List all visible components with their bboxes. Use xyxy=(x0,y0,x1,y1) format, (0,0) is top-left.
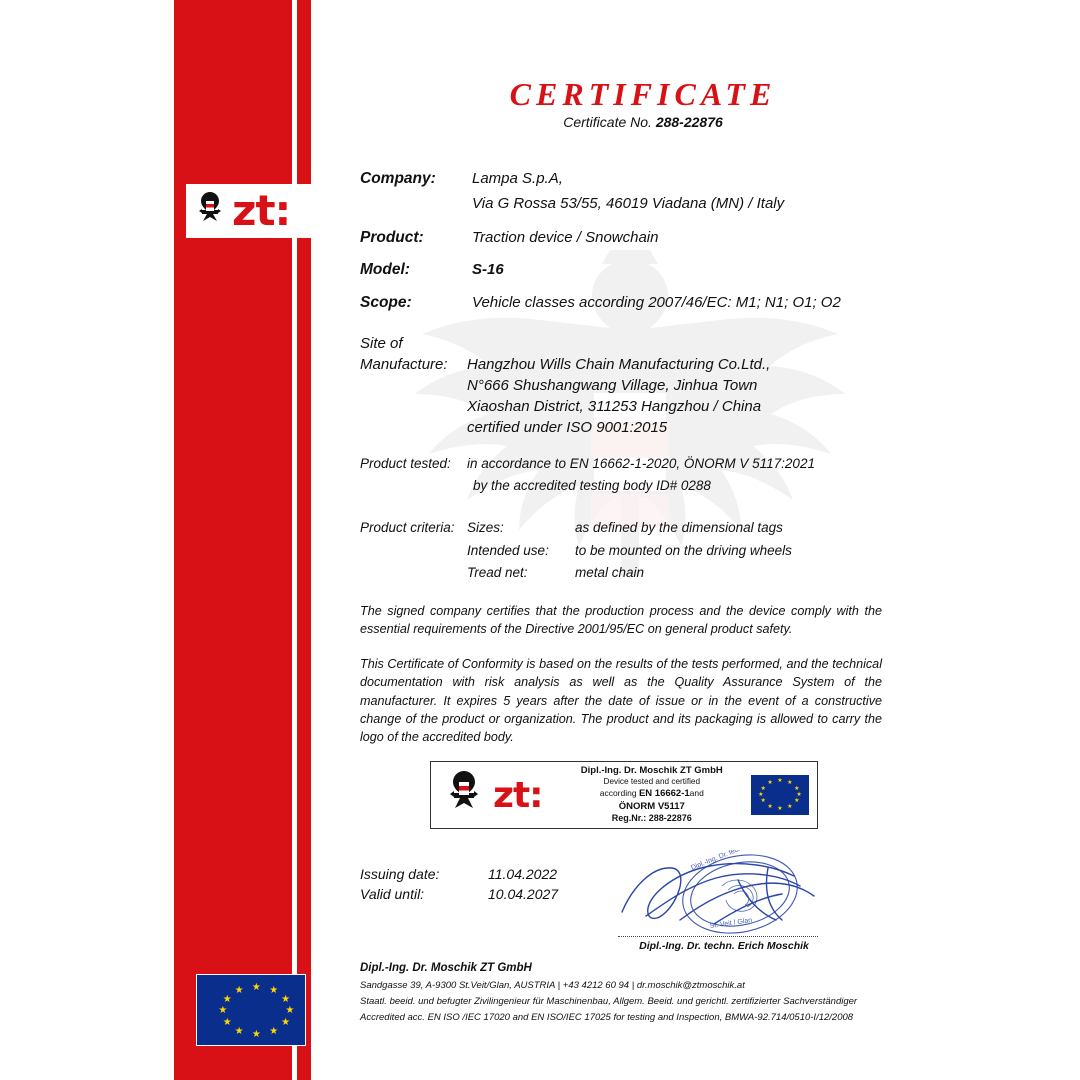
criteria-name-2: Tread net: xyxy=(467,565,528,580)
company-label: Company: xyxy=(360,170,436,187)
seal-line-5: Reg.Nr.: 288-22876 xyxy=(611,813,692,824)
site-line4: certified under ISO 9001:2015 xyxy=(467,419,668,436)
valid-until-label: Valid until: xyxy=(360,886,425,902)
footer-qualification: Staatl. beeid. und befugter Zivilingenieur für Maschinenbau, Allgem. Beeid. und gerichtl. zertifizierter Sachverständiger xyxy=(360,996,858,1007)
seal-line-1: Dipl.-Ing. Dr. Moschik ZT GmbH xyxy=(580,764,723,776)
zt-wordmark: zt: xyxy=(232,186,291,235)
zt-seal-wordmark: zt: xyxy=(493,774,543,816)
scope-value: Vehicle classes according 2007/46/EC: M1; N1; O1; O2 xyxy=(472,294,841,311)
certificate-number-label: Certificate No. xyxy=(563,114,652,130)
product-label: Product: xyxy=(360,229,424,246)
site-line2: N°666 Shushangwang Village, Jinhua Town xyxy=(467,377,758,394)
austrian-eagle-icon xyxy=(190,189,230,233)
criteria-value-2: metal chain xyxy=(575,565,645,580)
svg-text:St. Veit / Glan: St. Veit / Glan xyxy=(709,917,753,930)
product-tested-line2: by the accredited testing body ID# 0288 xyxy=(473,478,711,493)
site-label-line2: Manufacture: xyxy=(360,356,448,373)
certificate-number-value: 288-22876 xyxy=(655,114,723,130)
issuing-date-label: Issuing date: xyxy=(360,866,440,882)
criteria-name-1: Intended use: xyxy=(467,543,549,558)
compliance-paragraph: The signed company certifies that the production process and the device comply with the essential requirements of the Directive 2001/95/EC on general product safety. xyxy=(360,604,882,637)
accreditation-seal xyxy=(430,761,818,829)
signature-graphic xyxy=(618,850,828,950)
company-value-line1: Lampa S.p.A, xyxy=(472,170,563,187)
issuing-date-value: 11.04.2022 xyxy=(488,866,558,882)
conformity-paragraph: This Certificate of Conformity is based on the results of the tests performed, and the technical documentation with risk analysis as well as the Quality Assurance System of the manufacturer. It expires 5 years after the date of issue or in the event of a constructive change of the product or organization. The product and its packaging is allowed to carry the logo of the accredited body. xyxy=(360,657,882,744)
certificate-body xyxy=(330,0,950,1080)
footer-company: Dipl.-Ing. Dr. Moschik ZT GmbH xyxy=(360,962,532,974)
signature-line xyxy=(618,936,818,937)
eu-flag xyxy=(196,974,306,1046)
site-label-line1: Site of xyxy=(360,335,403,352)
page-title: CERTIFICATE xyxy=(509,76,777,112)
valid-until-value: 10.04.2027 xyxy=(488,886,559,902)
company-value-line2: Via G Rossa 53/55, 46019 Viadana (MN) / Italy xyxy=(472,195,785,212)
eu-flag-seal: ★ ★ ★ ★ ★ ★ ★ ★ ★ ★ ★ ★ xyxy=(751,775,809,815)
seal-line-2: Device tested and certified xyxy=(603,777,701,787)
seal-text-block xyxy=(553,765,751,825)
seal-line-3-prefix: according xyxy=(599,788,637,799)
footer-accreditation: Accredited acc. EN ISO /IEC 17020 and EN ISO/IEC 17025 for testing and Inspection, BMWA-92.714/0510-I/12/2008 xyxy=(360,1012,854,1023)
product-value: Traction device / Snowchain xyxy=(472,229,659,246)
criteria-value-0: as defined by the dimensional tags xyxy=(575,520,783,535)
criteria-name-0: Sizes: xyxy=(467,520,504,535)
zt-logo-badge xyxy=(186,184,316,238)
seal-line-3 xyxy=(553,788,751,801)
criteria-value-1: to be mounted on the driving wheels xyxy=(575,543,792,558)
svg-text:Dipl.-Ing. Dr. techn. Erich Mo: Dipl.-Ing. Dr. techn. Erich Mo xyxy=(690,850,776,872)
austrian-eagle-seal-icon xyxy=(437,767,491,823)
left-red-band-accent xyxy=(297,0,311,1080)
left-red-band xyxy=(174,0,292,1080)
product-tested-line1: in accordance to EN 16662-1-2020, ÖNORM V 5117:2021 xyxy=(467,456,815,471)
seal-line-3-standard: EN 16662-1 xyxy=(638,788,690,800)
eu-stars: ★ ★ ★ ★ ★ ★ ★ ★ ★ ★ ★ ★ xyxy=(218,981,295,1041)
seal-line-3-suffix: and xyxy=(689,788,704,799)
product-tested-label: Product tested: xyxy=(360,456,451,471)
scope-label: Scope: xyxy=(360,294,412,311)
model-value: S-16 xyxy=(472,261,504,278)
model-label: Model: xyxy=(360,261,410,278)
product-criteria-label: Product criteria: xyxy=(360,520,455,535)
site-line3: Xiaoshan District, 311253 Hangzhou / China xyxy=(467,398,762,415)
footer-contact: Sandgasse 39, A-9300 St.Veit/Glan, AUSTRIA | +43 4212 60 94 | dr.moschik@ztmoschik.at xyxy=(360,980,745,991)
signatory-name: Dipl.-Ing. Dr. techn. Erich Moschik xyxy=(639,940,809,952)
site-line1: Hangzhou Wills Chain Manufacturing Co.Ltd., xyxy=(467,356,771,373)
certificate-number-line xyxy=(478,114,808,130)
seal-line-4: ÖNORM V5117 xyxy=(618,800,685,812)
